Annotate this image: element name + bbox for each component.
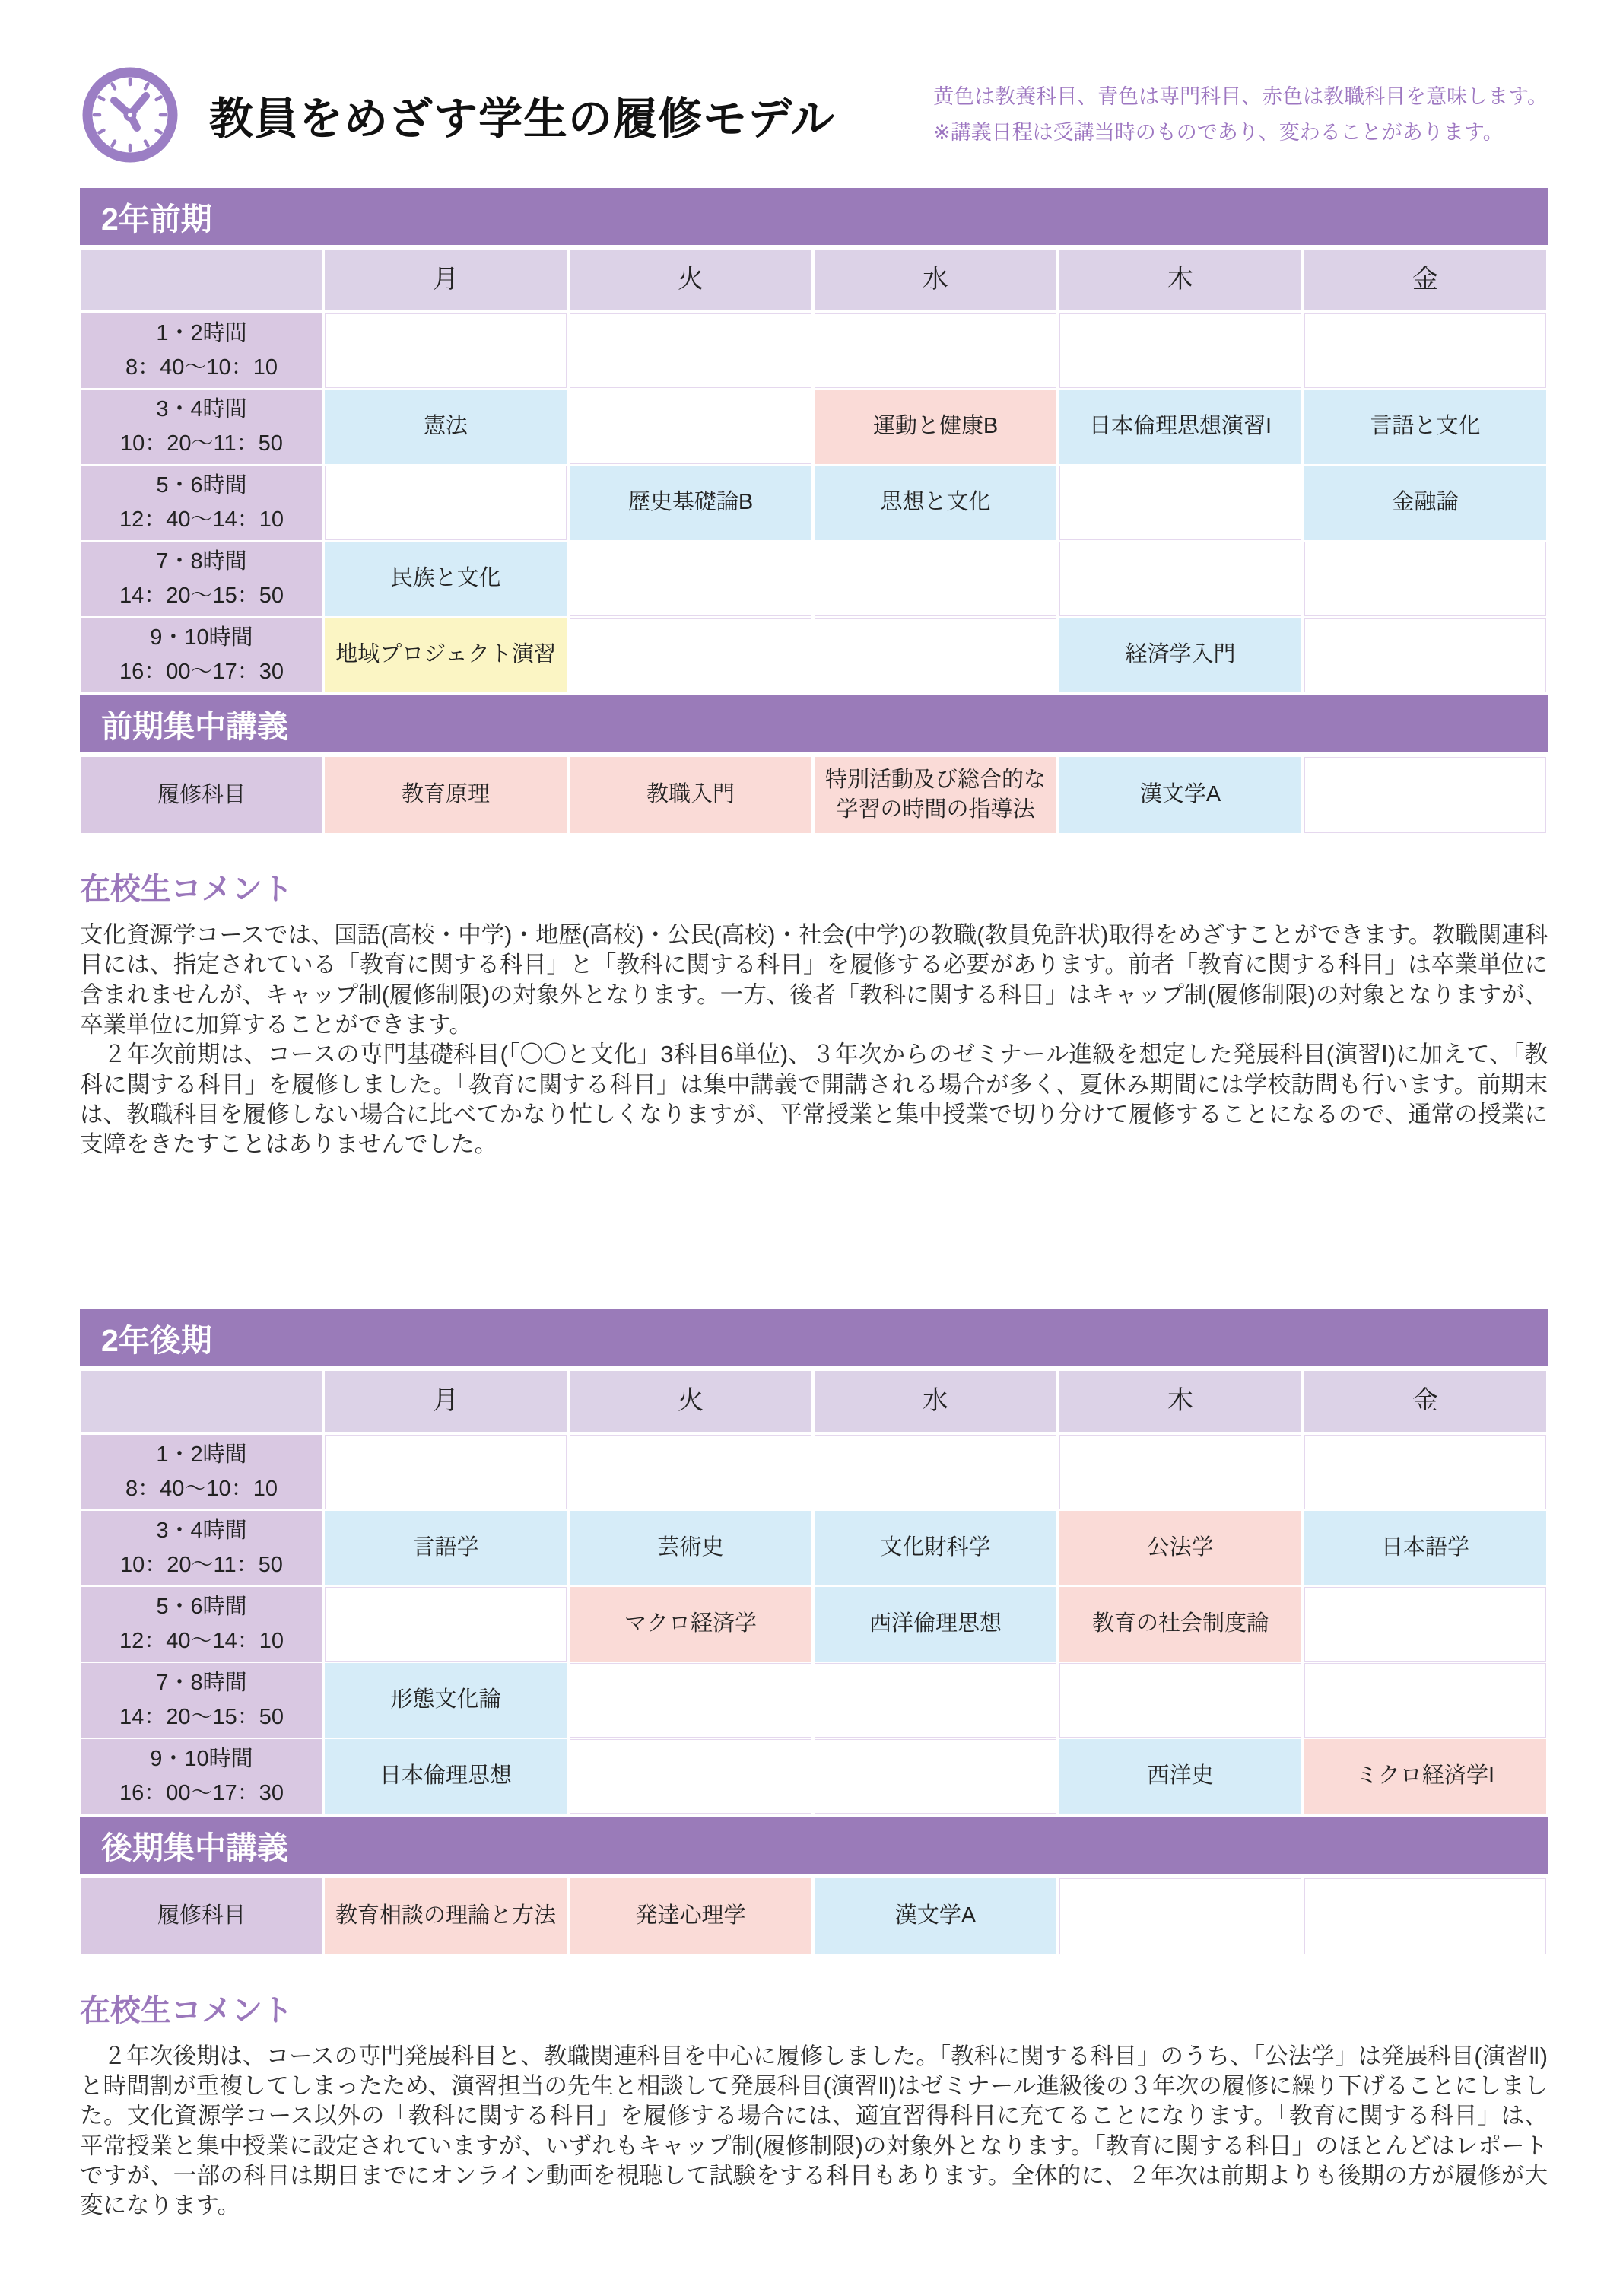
course-cell [323,1433,568,1511]
period-label: 3・4時間 [156,1518,247,1543]
period-cell [80,616,323,694]
day-header-tue: 火 [568,1369,813,1433]
comment-first-semester [80,865,1548,1160]
corner-cell [80,1369,323,1433]
course-cell [568,1433,813,1511]
course-cell: 運動と健康B [813,388,1058,466]
course-cell [568,616,813,694]
day-header-thu: 木 [1058,1369,1303,1433]
course-cell [323,312,568,390]
table-row [80,1585,1548,1662]
comment-paragraph: ２年次前期は、コースの専門基礎科目(「〇〇と文化」3科目6単位)、３年次からのゼミナール進級を想定した発展科目(演習Ⅰ)に加えて、「教科に関する科目」を履修しました。「教育に関する科目」は集中講義で開講される場合が多く、夏休み期間には学校訪問も行います。前期末は、教職科目を履修しない場合に比べてかなり忙しくなりますが、平常授業と集中授業で切り分けて履修することになるので、通常の授業に支障をきたすことはありませんでした。 [80,1041,1548,1158]
period-cell [80,312,323,390]
course-cell: 公法学 [1058,1509,1303,1587]
table-row [80,616,1548,692]
table-row [80,464,1548,540]
comment-heading: 在校生コメント [80,1993,293,2027]
course-cell: 日本語学 [1303,1509,1548,1587]
course-cell [568,1738,813,1815]
course-cell: 民族と文化 [323,540,568,618]
course-cell [1303,312,1548,390]
timetable-first-semester [80,188,1548,835]
course-cell: 文化財科学 [813,1509,1058,1587]
course-cell: 西洋史 [1058,1738,1303,1815]
day-header-row [80,1369,1548,1433]
period-time: 12：40～14：10 [119,507,284,532]
course-cell [1303,1662,1548,1739]
period-label: 7・8時間 [156,549,247,574]
course-cell: 教育相談の理論と方法 [323,1877,568,1956]
course-cell [1058,464,1303,542]
day-header-fri: 金 [1303,248,1548,312]
period-time: 14：20～15：50 [119,1704,284,1729]
course-cell [813,1662,1058,1739]
course-cell: ミクロ経済学I [1303,1738,1548,1815]
table-row [80,540,1548,616]
course-cell [568,312,813,390]
timetable-second-semester [80,1309,1548,1956]
period-cell [80,388,323,466]
course-cell: 漢文学A [1058,755,1303,835]
course-cell [1303,1877,1548,1956]
period-label: 9・10時間 [150,625,253,650]
course-cell [1058,312,1303,390]
course-cell [323,1585,568,1663]
course-cell: 言語と文化 [1303,388,1548,466]
course-cell [568,1662,813,1739]
course-cell [1058,1877,1303,1956]
legend-line-2: ※講義日程は受講当時のものであり、変わることがあります。 [933,121,1504,144]
comment-heading: 在校生コメント [80,873,293,906]
period-label: 7・8時間 [156,1670,247,1695]
course-cell: マクロ経済学 [568,1585,813,1663]
course-cell: 漢文学A [813,1877,1058,1956]
period-time: 16：00～17：30 [119,659,284,684]
intensive-band: 後期集中講義 [80,1817,1548,1874]
period-cell [80,1509,323,1587]
intensive-band: 前期集中講義 [80,695,1548,752]
table-row [80,1662,1548,1738]
table-title-band: 2年後期 [80,1309,1548,1366]
intensive-label-cell: 履修科目 [80,1877,323,1956]
comment-second-semester [80,1986,1548,2221]
period-time: 16：00～17：30 [119,1780,284,1805]
day-header-mon: 月 [323,1369,568,1433]
course-cell: 教職入門 [568,755,813,835]
period-time: 10：20～11：50 [120,1552,283,1577]
period-label: 5・6時間 [156,1594,247,1619]
course-cell [813,616,1058,694]
page-title: 教員をめざす学生の履修モデル [209,94,836,144]
course-cell [1303,616,1548,694]
course-cell [1303,755,1548,835]
period-time: 10：20～11：50 [120,431,283,456]
period-label: 9・10時間 [150,1746,253,1771]
period-label: 5・6時間 [156,473,247,498]
course-cell: 形態文化論 [323,1662,568,1739]
period-cell [80,464,323,542]
course-cell: 西洋倫理思想 [813,1585,1058,1663]
comment-paragraph: 文化資源学コースでは、国語(高校・中学)・地歴(高校)・公民(高校)・社会(中学)の教職(教員免許状)取得をめざすことができます。教職関連科目には、指定されている「教育に関する科目」と「教科に関する科目」を履修する必要があります。前者「教育に関する科目」は卒業単位に含まれませんが、キャップ制(履修制限)の対象外となります。一方、後者「教科に関する科目」はキャップ制(履修制限)の対象となりますが、卒業単位に加算することができます。 [80,922,1548,1038]
legend-line-1: 黄色は教養科目、青色は専門科目、赤色は教職科目を意味します。 [933,85,1548,109]
table-title-band: 2年前期 [80,188,1548,245]
period-cell [80,1433,323,1511]
course-cell: 教育原理 [323,755,568,835]
course-cell [1303,1585,1548,1663]
course-cell [323,464,568,542]
day-header-row [80,248,1548,312]
course-cell: 経済学入門 [1058,616,1303,694]
course-cell: 芸術史 [568,1509,813,1587]
course-cell [1058,540,1303,618]
table-row [80,388,1548,464]
period-time: 14：20～15：50 [119,583,284,608]
course-cell [813,1738,1058,1815]
day-header-wed: 水 [813,248,1058,312]
day-header-fri: 金 [1303,1369,1548,1433]
period-cell [80,1585,323,1663]
table-row [80,1738,1548,1814]
course-cell [1058,1433,1303,1511]
intensive-label-cell: 履修科目 [80,755,323,835]
corner-cell [80,248,323,312]
comment-paragraph: ２年次後期は、コースの専門発展科目と、教職関連科目を中心に履修しました。「教科に関する科目」のうち、「公法学」は発展科目(演習Ⅱ)と時間割が重複してしまったため、演習担当の先生と相談して発展科目(演習Ⅱ)はゼミナール進級後の３年次の履修に繰り下げることにしました。文化資源学コース以外の「教科に関する科目」を履修する場合には、適宜習得科目に充てることになります。「教育に関する科目」は、平常授業と集中授業に設定されていますが、いずれもキャップ制(履修制限)の対象外となります。「教育に関する科目」のほとんどはレポートですが、一部の科目は期日までにオンライン動画を視聴して試験をする科目もあります。全体的に、２年次は前期よりも後期の方が履修が大変になります。 [80,2043,1548,2219]
course-cell: 金融論 [1303,464,1548,542]
course-cell [1303,540,1548,618]
table-row [80,1433,1548,1509]
period-cell [80,1738,323,1815]
day-header-thu: 木 [1058,248,1303,312]
course-cell: 日本倫理思想演習I [1058,388,1303,466]
page-header [80,65,1548,165]
course-cell [813,312,1058,390]
course-cell: 日本倫理思想 [323,1738,568,1815]
course-cell: 発達心理学 [568,1877,813,1956]
course-cell [813,540,1058,618]
table-row [80,1509,1548,1585]
course-cell [568,388,813,466]
period-cell [80,1662,323,1739]
day-header-tue: 火 [568,248,813,312]
period-time: 8：40～10：10 [125,355,278,380]
period-label: 1・2時間 [156,1442,247,1467]
table-row [80,312,1548,388]
course-cell [1303,1433,1548,1511]
course-cell: 特別活動及び総合的な学習の時間の指導法 [813,755,1058,835]
course-cell: 教育の社会制度論 [1058,1585,1303,1663]
course-cell: 地域プロジェクト演習 [323,616,568,694]
course-cell [1058,1662,1303,1739]
day-header-mon: 月 [323,248,568,312]
period-time: 8：40～10：10 [125,1476,278,1501]
clock-icon [80,65,180,165]
period-time: 12：40～14：10 [119,1628,284,1653]
day-header-wed: 水 [813,1369,1058,1433]
period-label: 1・2時間 [156,321,247,345]
intensive-row [80,1877,1548,1956]
period-label: 3・4時間 [156,397,247,421]
course-cell: 憲法 [323,388,568,466]
course-cell [568,540,813,618]
course-cell: 歴史基礎論B [568,464,813,542]
color-legend [933,79,1548,151]
period-cell [80,540,323,618]
intensive-row [80,755,1548,835]
course-cell [813,1433,1058,1511]
course-cell: 思想と文化 [813,464,1058,542]
course-cell: 言語学 [323,1509,568,1587]
